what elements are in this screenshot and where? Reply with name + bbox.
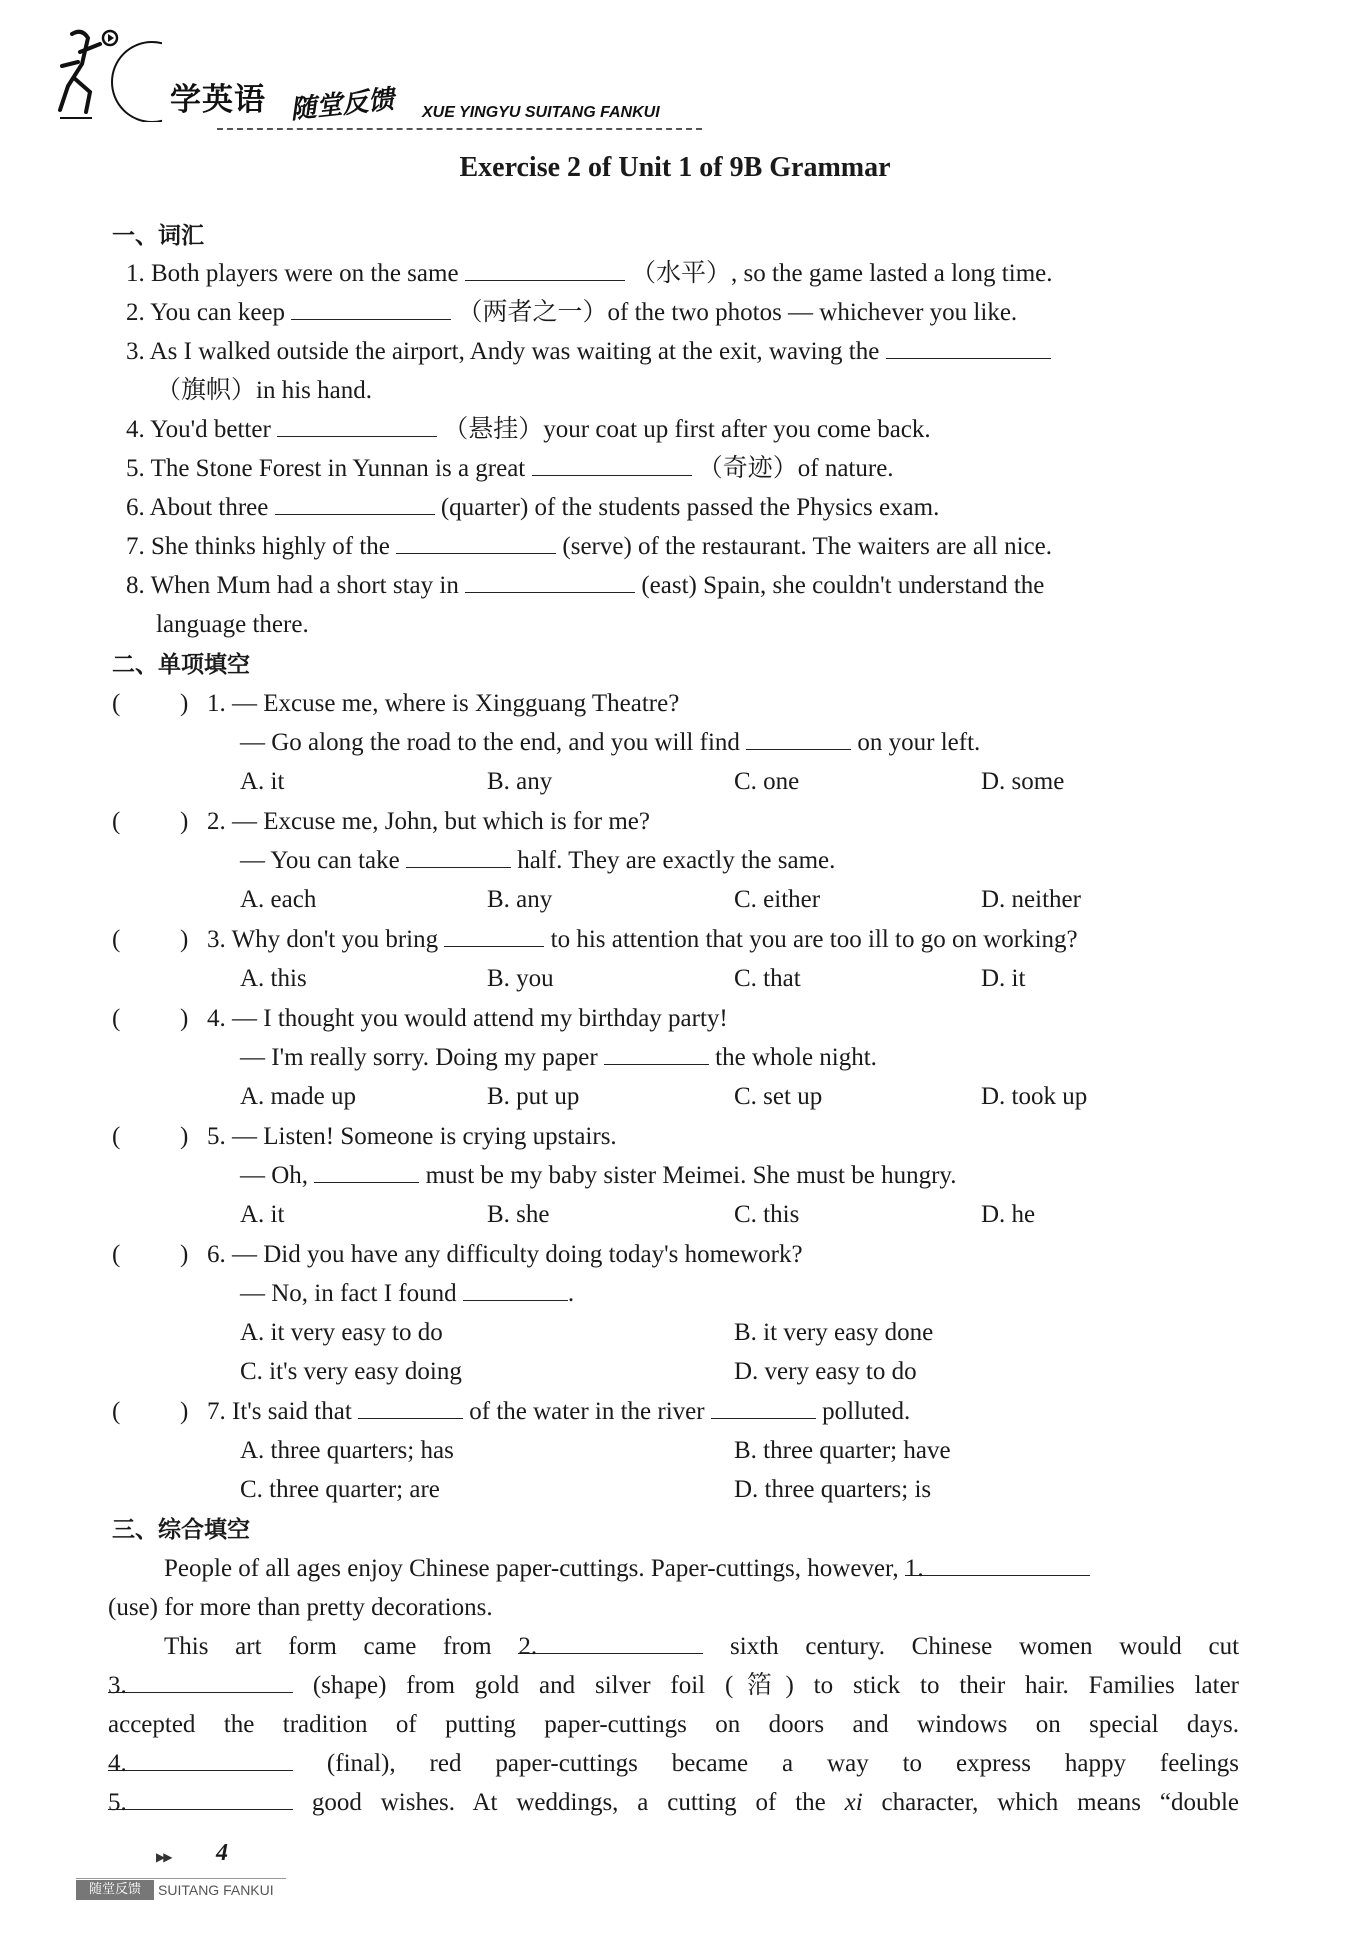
answer-blank[interactable]: [396, 531, 556, 554]
mc-q5-option-d[interactable]: D. he: [981, 1201, 1036, 1228]
answer-blank[interactable]: [465, 258, 625, 281]
page-title: Exercise 2 of Unit 1 of 9B Grammar: [459, 152, 891, 183]
mc-q7-option-c[interactable]: C. three quarter; are: [240, 1476, 440, 1503]
question-text: As I walked outside the airport, Andy was waiting at the exit, waving the: [149, 338, 880, 365]
mc-q5-line2: [240, 1160, 957, 1192]
cloze-line-4: [108, 1670, 1239, 1702]
question-text: — I thought you would attend my birthday party!: [232, 1005, 728, 1032]
vocab-q2: [126, 297, 1017, 329]
question-text: （奇迹）of nature.: [697, 455, 894, 482]
question-text: must be my baby sister Meimei. She must be hungry.: [425, 1162, 957, 1189]
question-text: Why don't you bring: [231, 926, 439, 953]
question-text: You'd better: [150, 416, 271, 443]
question-text: .: [567, 1280, 575, 1307]
question-number: 4.: [207, 1005, 226, 1032]
question-number: 5.: [126, 455, 145, 482]
question-number: 3.: [126, 338, 145, 365]
mc-q1-stem: [207, 688, 679, 720]
question-text: When Mum had a short stay in: [150, 572, 459, 599]
cloze-line-5: accepted the tradition of putting paper-cuttings on doors and windows on special days.: [108, 1711, 1239, 1738]
logo-chinese-title: 学英语: [170, 82, 266, 118]
question-number: 1.: [126, 260, 145, 287]
mc-q6-stem: [207, 1239, 803, 1271]
mc-q4-option-d[interactable]: D. took up: [981, 1083, 1088, 1110]
page-number: 4: [216, 1840, 228, 1866]
question-text: About three: [149, 494, 269, 521]
mc-q3-option-c[interactable]: C. that: [734, 965, 801, 992]
answer-blank[interactable]: [291, 297, 451, 320]
answer-paren-open[interactable]: (: [112, 808, 121, 835]
page-header: [52, 22, 662, 126]
question-number: 2.: [126, 299, 145, 326]
answer-paren-close[interactable]: ): [180, 1123, 189, 1150]
question-text: （水平）, so the game lasted a long time.: [631, 260, 1053, 287]
question-number: 7.: [126, 533, 145, 560]
question-text: You can keep: [150, 299, 286, 326]
cloze-blank-1[interactable]: [904, 1553, 1090, 1582]
blank-number: 5.: [108, 1789, 127, 1816]
vocab-q7: [126, 531, 1052, 563]
mc-q5-option-c[interactable]: C. this: [734, 1201, 800, 1228]
cloze-line-2: (use) for more than pretty decorations.: [108, 1594, 493, 1621]
answer-blank[interactable]: [406, 845, 511, 868]
footer-rule: [76, 1878, 286, 1879]
mc-q5-stem: [207, 1121, 617, 1153]
passage-text: People of all ages enjoy Chinese paper-cuttings. Paper-cuttings, however,: [164, 1555, 899, 1582]
passage-text: (shape) from gold and silver foil (箔) to stick to their hair. Families later: [312, 1672, 1240, 1699]
question-text: （悬挂）your coat up first after you come back.: [443, 416, 931, 443]
answer-paren-close[interactable]: ): [180, 690, 189, 717]
answer-blank[interactable]: [532, 453, 692, 476]
logo-english: XUE YINGYU SUITANG FANKUI: [422, 104, 660, 121]
answer-blank[interactable]: [604, 1042, 709, 1065]
question-number: 1.: [207, 690, 226, 717]
answer-blank[interactable]: [465, 570, 635, 593]
answer-paren-open[interactable]: (: [112, 690, 121, 717]
answer-paren-close[interactable]: ): [180, 1398, 189, 1425]
question-text: （两者之一）of the two photos — whichever you like.: [457, 299, 1018, 326]
mc-q4-option-c[interactable]: C. set up: [734, 1083, 823, 1110]
question-text: — Oh,: [240, 1162, 309, 1189]
answer-paren-open[interactable]: (: [112, 1123, 121, 1150]
mc-q5-option-b[interactable]: B. she: [487, 1201, 550, 1228]
mc-q7-option-a[interactable]: A. three quarters; has: [240, 1437, 454, 1464]
question-number: 8.: [126, 572, 145, 599]
question-text: — I'm really sorry. Doing my paper: [240, 1044, 598, 1071]
question-text: (quarter) of the students passed the Physics exam.: [440, 494, 940, 521]
answer-paren-open[interactable]: (: [112, 1241, 121, 1268]
question-text: (serve) of the restaurant. The waiters are all nice.: [562, 533, 1052, 560]
cloze-blank-3[interactable]: [108, 1670, 293, 1699]
mc-q4-stem: [207, 1003, 728, 1035]
answer-blank[interactable]: [463, 1278, 568, 1301]
answer-blank[interactable]: [275, 492, 435, 515]
cloze-line-7: [108, 1787, 1239, 1819]
question-text: The Stone Forest in Yunnan is a great: [150, 455, 526, 482]
mc-q4-line2: [240, 1042, 877, 1074]
answer-blank[interactable]: [314, 1160, 419, 1183]
mc-q7-option-b[interactable]: B. three quarter; have: [734, 1437, 951, 1464]
answer-paren-open[interactable]: (: [112, 1398, 121, 1425]
question-text: — No, in fact I found: [240, 1280, 457, 1307]
section-vocab-heading: 一、词汇: [112, 223, 204, 249]
mc-q2-option-b[interactable]: B. any: [487, 886, 553, 913]
footer-arrows-icon: ▶▶: [156, 1850, 171, 1864]
question-text: on your left.: [857, 729, 981, 756]
answer-paren-open[interactable]: (: [112, 1005, 121, 1032]
cloze-line-1: [164, 1553, 1090, 1585]
passage-italic-xi: xi: [844, 1789, 863, 1816]
mc-q2-stem: [207, 806, 650, 838]
header-dashed-rule: [217, 128, 702, 130]
answer-blank[interactable]: [746, 727, 851, 750]
question-number: 6.: [207, 1241, 226, 1268]
answer-paren-close[interactable]: ): [180, 1241, 189, 1268]
section-mc-heading: 二、单项填空: [112, 652, 250, 678]
question-number: 3.: [207, 926, 226, 953]
answer-blank[interactable]: [358, 1396, 463, 1419]
passage-text: (final), red paper-cuttings became a way to express happy feelings: [326, 1750, 1240, 1777]
mc-q2-line2: [240, 845, 835, 877]
question-text: — Listen! Someone is crying upstairs.: [232, 1123, 617, 1150]
mc-q6-option-b[interactable]: B. it very easy done: [734, 1319, 934, 1346]
mc-q5-option-a[interactable]: A. it: [240, 1201, 285, 1228]
question-text: — Did you have any difficulty doing today's homework?: [232, 1241, 803, 1268]
mc-q3-option-a[interactable]: A. this: [240, 965, 307, 992]
answer-paren-close[interactable]: ): [180, 808, 189, 835]
vocab-q3: [126, 336, 1238, 368]
cloze-blank-5[interactable]: [108, 1787, 293, 1816]
question-number: 5.: [207, 1123, 226, 1150]
mc-q3-stem: [207, 924, 1078, 956]
blank-number: 3.: [108, 1672, 127, 1699]
passage-text: character, which means “double: [881, 1789, 1240, 1816]
question-number: 2.: [207, 808, 226, 835]
mc-q1-line2: [240, 727, 980, 759]
mc-q6-option-c[interactable]: C. it's very easy doing: [240, 1358, 462, 1385]
vocab-q4: [126, 414, 931, 446]
vocab-q8: [126, 570, 1044, 602]
logo-chinese-subtitle: 随堂反馈: [288, 84, 396, 126]
question-number: 6.: [126, 494, 145, 521]
runner-logo-icon: [52, 22, 162, 122]
mc-q1-option-c[interactable]: C. one: [734, 768, 800, 795]
question-text: polluted.: [822, 1398, 911, 1425]
question-text: of the water in the river: [469, 1398, 705, 1425]
blank-number: 2.: [518, 1633, 538, 1660]
mc-q1-option-d[interactable]: D. some: [981, 768, 1065, 795]
mc-q1-option-b[interactable]: B. any: [487, 768, 553, 795]
cloze-line-6: [108, 1748, 1239, 1780]
vocab-q6: [126, 492, 939, 524]
answer-paren-close[interactable]: ): [180, 1005, 189, 1032]
mc-q2-option-d[interactable]: D. neither: [981, 886, 1081, 913]
blank-number: 1.: [904, 1555, 924, 1582]
footer-english: SUITANG FANKUI: [158, 1882, 274, 1898]
answer-paren-open[interactable]: (: [112, 926, 121, 953]
vocab-q5: [126, 453, 894, 485]
mc-q7-option-d[interactable]: D. three quarters; is: [734, 1476, 932, 1503]
question-text: — Excuse me, where is Xingguang Theatre?: [232, 690, 680, 717]
answer-blank[interactable]: [886, 336, 1051, 359]
mc-q6-option-a[interactable]: A. it very easy to do: [240, 1319, 443, 1346]
vocab-q3-cont: （旗帜）in his hand.: [156, 377, 372, 404]
passage-text: This art form came from: [164, 1633, 492, 1660]
question-text: — Excuse me, John, but which is for me?: [232, 808, 650, 835]
mc-q2-option-c[interactable]: C. either: [734, 886, 821, 913]
mc-q2-option-a[interactable]: A. each: [240, 886, 317, 913]
mc-q4-option-b[interactable]: B. put up: [487, 1083, 580, 1110]
mc-q6-line2: [240, 1278, 574, 1310]
question-text: half. They are exactly the same.: [517, 847, 836, 874]
answer-paren-close[interactable]: ): [180, 926, 189, 953]
mc-q6-option-d[interactable]: D. very easy to do: [734, 1358, 917, 1385]
question-text: — Go along the road to the end, and you will find: [240, 729, 740, 756]
blank-number: 4.: [108, 1750, 127, 1777]
mc-q7-stem: [207, 1396, 910, 1428]
mc-q4-option-a[interactable]: A. made up: [240, 1083, 356, 1110]
vocab-q1: [126, 258, 1053, 290]
cloze-blank-4[interactable]: [108, 1748, 293, 1777]
question-text: to his attention that you are too ill to go on working?: [550, 926, 1078, 953]
answer-blank[interactable]: [277, 414, 437, 437]
question-text: She thinks highly of the: [151, 533, 390, 560]
mc-q3-option-b[interactable]: B. you: [487, 965, 554, 992]
question-text: It's said that: [232, 1398, 352, 1425]
cloze-line-3: [164, 1631, 1239, 1663]
footer-badge: 随堂反馈: [76, 1880, 154, 1900]
question-number: 4.: [126, 416, 145, 443]
answer-blank[interactable]: [444, 924, 544, 947]
vocab-q8-cont: language there.: [156, 611, 309, 638]
passage-text: good wishes. At weddings, a cutting of the: [311, 1789, 826, 1816]
cloze-blank-2[interactable]: [518, 1631, 703, 1660]
question-text: Both players were on the same: [151, 260, 459, 287]
mc-q3-option-d[interactable]: D. it: [981, 965, 1026, 992]
answer-blank[interactable]: [711, 1396, 816, 1419]
question-text: the whole night.: [715, 1044, 877, 1071]
question-text: (east) Spain, she couldn't understand the: [641, 572, 1045, 599]
question-text: — You can take: [240, 847, 400, 874]
passage-text: sixth century. Chinese women would cut: [730, 1633, 1240, 1660]
mc-q1-option-a[interactable]: A. it: [240, 768, 285, 795]
section-cloze-heading: 三、综合填空: [112, 1517, 250, 1543]
question-number: 7.: [207, 1398, 226, 1425]
